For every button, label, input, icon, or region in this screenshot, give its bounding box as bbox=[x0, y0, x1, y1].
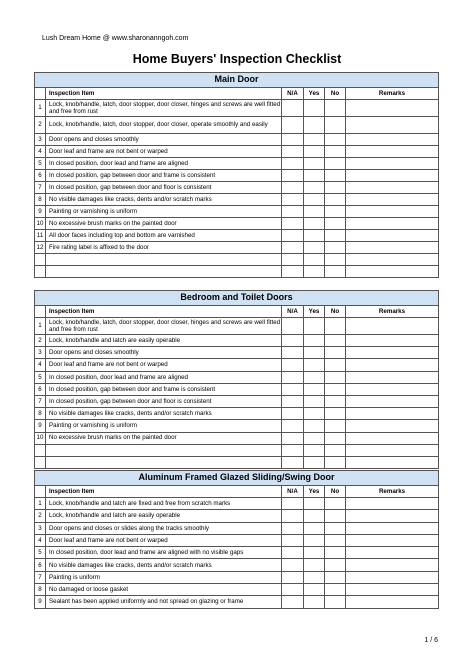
table-row bbox=[35, 134, 439, 146]
blank-cell[interactable] bbox=[325, 266, 346, 278]
yes-checkbox-cell[interactable] bbox=[304, 194, 325, 206]
remarks-cell[interactable] bbox=[346, 335, 439, 347]
na-checkbox-cell[interactable] bbox=[282, 206, 304, 218]
page-number: 1 / 6 bbox=[424, 637, 438, 644]
yes-checkbox-cell[interactable] bbox=[304, 347, 325, 359]
na-checkbox-cell[interactable] bbox=[282, 571, 304, 583]
item-text: In closed position, gap between door and floor is consistent bbox=[46, 182, 282, 194]
checklist-table-bedroom-toilet-doors bbox=[34, 290, 439, 469]
blank-cell[interactable] bbox=[346, 266, 439, 278]
na-checkbox-cell[interactable] bbox=[282, 347, 304, 359]
table-row bbox=[35, 559, 439, 571]
yes-checkbox-cell[interactable] bbox=[304, 134, 325, 146]
item-number: 9 bbox=[35, 206, 46, 218]
blank-cell bbox=[35, 456, 46, 468]
item-number: 2 bbox=[35, 117, 46, 134]
section-title: Bedroom and Toilet Doors bbox=[35, 291, 439, 306]
remarks-cell[interactable] bbox=[346, 371, 439, 383]
remarks-cell[interactable] bbox=[346, 134, 439, 146]
na-checkbox-cell[interactable] bbox=[282, 383, 304, 395]
no-checkbox-cell[interactable] bbox=[325, 170, 346, 182]
na-checkbox-cell[interactable] bbox=[282, 510, 304, 522]
item-number: 2 bbox=[35, 510, 46, 522]
na-checkbox-cell[interactable] bbox=[282, 318, 304, 335]
item-text: Sealant has been applied uniformly and not spread on glazing or frame bbox=[46, 596, 282, 608]
remarks-cell[interactable] bbox=[346, 170, 439, 182]
table-row bbox=[35, 242, 439, 254]
item-text: Lock, knob/handle and latch are fixed and free from scratch marks bbox=[46, 498, 282, 510]
item-number: 2 bbox=[35, 335, 46, 347]
na-checkbox-cell[interactable] bbox=[282, 158, 304, 170]
na-checkbox-cell[interactable] bbox=[282, 242, 304, 254]
yes-checkbox-cell[interactable] bbox=[304, 146, 325, 158]
no-checkbox-cell[interactable] bbox=[325, 318, 346, 335]
yes-checkbox-cell[interactable] bbox=[304, 547, 325, 559]
yes-checkbox-cell[interactable] bbox=[304, 498, 325, 510]
no-checkbox-cell[interactable] bbox=[325, 371, 346, 383]
no-checkbox-cell[interactable] bbox=[325, 420, 346, 432]
item-text: Lock, knob/handle, latch, door stopper, door closer, hinges and screws are well fitted and free from rust bbox=[46, 100, 282, 117]
remarks-cell[interactable] bbox=[346, 408, 439, 420]
item-number: 8 bbox=[35, 194, 46, 206]
remarks-cell[interactable] bbox=[346, 230, 439, 242]
checklist-table-main-door bbox=[34, 72, 439, 278]
yes-checkbox-cell[interactable] bbox=[304, 318, 325, 335]
table-row bbox=[35, 596, 439, 608]
table-row bbox=[35, 146, 439, 158]
na-checkbox-cell[interactable] bbox=[282, 100, 304, 117]
remarks-cell[interactable] bbox=[346, 420, 439, 432]
item-number: 7 bbox=[35, 571, 46, 583]
item-number: 9 bbox=[35, 420, 46, 432]
na-checkbox-cell[interactable] bbox=[282, 559, 304, 571]
no-checkbox-cell[interactable] bbox=[325, 347, 346, 359]
item-number: 3 bbox=[35, 522, 46, 534]
item-text: Painting or varnishing is uniform bbox=[46, 420, 282, 432]
item-text: Door opens and closes or slides along the tracks smoothly bbox=[46, 522, 282, 534]
table-row bbox=[35, 218, 439, 230]
item-number: 9 bbox=[35, 596, 46, 608]
col-header-item: Inspection Item bbox=[46, 306, 282, 318]
remarks-cell[interactable] bbox=[346, 584, 439, 596]
remarks-cell[interactable] bbox=[346, 347, 439, 359]
remarks-cell[interactable] bbox=[346, 498, 439, 510]
blank-row bbox=[35, 254, 439, 266]
blank-cell bbox=[35, 444, 46, 456]
item-text: No excessive brush marks on the painted door bbox=[46, 218, 282, 230]
yes-checkbox-cell[interactable] bbox=[304, 420, 325, 432]
no-checkbox-cell[interactable] bbox=[325, 408, 346, 420]
blank-cell[interactable] bbox=[346, 456, 439, 468]
item-number: 7 bbox=[35, 182, 46, 194]
item-text: Door leaf and frame are not bent or warped bbox=[46, 146, 282, 158]
blank-cell[interactable] bbox=[282, 456, 304, 468]
col-header-item: Inspection Item bbox=[46, 486, 282, 498]
yes-checkbox-cell[interactable] bbox=[304, 206, 325, 218]
item-text: No visible damages like cracks, dents and/or scratch marks bbox=[46, 408, 282, 420]
item-number: 6 bbox=[35, 559, 46, 571]
na-checkbox-cell[interactable] bbox=[282, 371, 304, 383]
no-checkbox-cell[interactable] bbox=[325, 158, 346, 170]
remarks-cell[interactable] bbox=[346, 194, 439, 206]
item-number: 8 bbox=[35, 584, 46, 596]
item-number: 12 bbox=[35, 242, 46, 254]
table-row bbox=[35, 117, 439, 134]
no-checkbox-cell[interactable] bbox=[325, 230, 346, 242]
col-header-item: Inspection Item bbox=[46, 88, 282, 100]
na-checkbox-cell[interactable] bbox=[282, 335, 304, 347]
yes-checkbox-cell[interactable] bbox=[304, 170, 325, 182]
table-row bbox=[35, 432, 439, 444]
na-checkbox-cell[interactable] bbox=[282, 134, 304, 146]
table-row bbox=[35, 100, 439, 117]
no-checkbox-cell[interactable] bbox=[325, 117, 346, 134]
item-text: Door leaf and frame are not bent or warped bbox=[46, 534, 282, 546]
na-checkbox-cell[interactable] bbox=[282, 182, 304, 194]
remarks-cell[interactable] bbox=[346, 571, 439, 583]
item-number: 5 bbox=[35, 547, 46, 559]
yes-checkbox-cell[interactable] bbox=[304, 559, 325, 571]
na-checkbox-cell[interactable] bbox=[282, 420, 304, 432]
item-number: 6 bbox=[35, 383, 46, 395]
na-checkbox-cell[interactable] bbox=[282, 547, 304, 559]
item-text: In closed position, gap between door and floor is consistent bbox=[46, 395, 282, 407]
no-checkbox-cell[interactable] bbox=[325, 534, 346, 546]
remarks-cell[interactable] bbox=[346, 596, 439, 608]
item-number: 11 bbox=[35, 230, 46, 242]
section-title: Main Door bbox=[35, 73, 439, 88]
blank-cell bbox=[35, 254, 46, 266]
item-number: 7 bbox=[35, 395, 46, 407]
blank-cell[interactable] bbox=[325, 456, 346, 468]
no-checkbox-cell[interactable] bbox=[325, 359, 346, 371]
remarks-cell[interactable] bbox=[346, 158, 439, 170]
blank-cell[interactable] bbox=[304, 254, 325, 266]
item-text: Painting or varnishing is uniform bbox=[46, 206, 282, 218]
remarks-cell[interactable] bbox=[346, 218, 439, 230]
blank-cell bbox=[46, 456, 282, 468]
header-note: Lush Dream Home @ www.sharonanngoh.com bbox=[42, 35, 189, 42]
blank-cell bbox=[35, 266, 46, 278]
no-checkbox-cell[interactable] bbox=[325, 194, 346, 206]
yes-checkbox-cell[interactable] bbox=[304, 230, 325, 242]
blank-cell[interactable] bbox=[282, 254, 304, 266]
blank-cell[interactable] bbox=[325, 254, 346, 266]
na-checkbox-cell[interactable] bbox=[282, 522, 304, 534]
col-header-na: N/A bbox=[282, 306, 304, 318]
yes-checkbox-cell[interactable] bbox=[304, 432, 325, 444]
col-header-number bbox=[35, 306, 46, 318]
table-row bbox=[35, 170, 439, 182]
table-row bbox=[35, 230, 439, 242]
na-checkbox-cell[interactable] bbox=[282, 432, 304, 444]
col-header-no: No bbox=[325, 486, 346, 498]
item-text: In closed position, door lead and frame are aligned bbox=[46, 371, 282, 383]
yes-checkbox-cell[interactable] bbox=[304, 117, 325, 134]
yes-checkbox-cell[interactable] bbox=[304, 596, 325, 608]
remarks-cell[interactable] bbox=[346, 242, 439, 254]
no-checkbox-cell[interactable] bbox=[325, 395, 346, 407]
yes-checkbox-cell[interactable] bbox=[304, 571, 325, 583]
blank-cell[interactable] bbox=[304, 266, 325, 278]
item-number: 4 bbox=[35, 534, 46, 546]
no-checkbox-cell[interactable] bbox=[325, 432, 346, 444]
remarks-cell[interactable] bbox=[346, 100, 439, 117]
na-checkbox-cell[interactable] bbox=[282, 117, 304, 134]
yes-checkbox-cell[interactable] bbox=[304, 534, 325, 546]
na-checkbox-cell[interactable] bbox=[282, 408, 304, 420]
item-number: 6 bbox=[35, 170, 46, 182]
col-header-na: N/A bbox=[282, 88, 304, 100]
col-header-remarks: Remarks bbox=[346, 88, 439, 100]
no-checkbox-cell[interactable] bbox=[325, 498, 346, 510]
blank-cell[interactable] bbox=[346, 444, 439, 456]
no-checkbox-cell[interactable] bbox=[325, 510, 346, 522]
blank-row bbox=[35, 444, 439, 456]
item-text: All door faces including top and bottom are varnished bbox=[46, 230, 282, 242]
yes-checkbox-cell[interactable] bbox=[304, 218, 325, 230]
table-row bbox=[35, 571, 439, 583]
remarks-cell[interactable] bbox=[346, 146, 439, 158]
item-text: In closed position, gap between door and frame is consistent bbox=[46, 383, 282, 395]
item-text: No excessive brush marks on the painted door bbox=[46, 432, 282, 444]
col-header-no: No bbox=[325, 306, 346, 318]
table-row bbox=[35, 318, 439, 335]
item-number: 1 bbox=[35, 100, 46, 117]
item-text: No visible damages like cracks, dents and/or scratch marks bbox=[46, 559, 282, 571]
item-text: Lock, knob/handle, latch, door stopper, door closer, operate smoothly and easily bbox=[46, 117, 282, 134]
no-checkbox-cell[interactable] bbox=[325, 596, 346, 608]
col-header-na: N/A bbox=[282, 486, 304, 498]
blank-cell[interactable] bbox=[282, 266, 304, 278]
yes-checkbox-cell[interactable] bbox=[304, 158, 325, 170]
remarks-cell[interactable] bbox=[346, 359, 439, 371]
item-number: 1 bbox=[35, 498, 46, 510]
item-number: 4 bbox=[35, 146, 46, 158]
blank-cell[interactable] bbox=[282, 444, 304, 456]
table-row bbox=[35, 335, 439, 347]
na-checkbox-cell[interactable] bbox=[282, 498, 304, 510]
remarks-cell[interactable] bbox=[346, 117, 439, 134]
remarks-cell[interactable] bbox=[346, 383, 439, 395]
table-row bbox=[35, 182, 439, 194]
remarks-cell[interactable] bbox=[346, 547, 439, 559]
item-number: 1 bbox=[35, 318, 46, 335]
table-row bbox=[35, 522, 439, 534]
remarks-cell[interactable] bbox=[346, 510, 439, 522]
yes-checkbox-cell[interactable] bbox=[304, 371, 325, 383]
remarks-cell[interactable] bbox=[346, 182, 439, 194]
no-checkbox-cell[interactable] bbox=[325, 584, 346, 596]
blank-cell[interactable] bbox=[325, 444, 346, 456]
item-number: 10 bbox=[35, 432, 46, 444]
no-checkbox-cell[interactable] bbox=[325, 547, 346, 559]
table-row bbox=[35, 510, 439, 522]
item-text: Fire rating label is affixed to the door bbox=[46, 242, 282, 254]
no-checkbox-cell[interactable] bbox=[325, 522, 346, 534]
col-header-yes: Yes bbox=[304, 486, 325, 498]
blank-cell bbox=[46, 444, 282, 456]
blank-cell[interactable] bbox=[304, 456, 325, 468]
na-checkbox-cell[interactable] bbox=[282, 218, 304, 230]
item-number: 8 bbox=[35, 408, 46, 420]
document-title: Home Buyers' Inspection Checklist bbox=[132, 52, 342, 66]
blank-row bbox=[35, 456, 439, 468]
yes-checkbox-cell[interactable] bbox=[304, 408, 325, 420]
section-title: Aluminum Framed Glazed Sliding/Swing Door bbox=[35, 471, 439, 486]
yes-checkbox-cell[interactable] bbox=[304, 242, 325, 254]
table-row bbox=[35, 359, 439, 371]
na-checkbox-cell[interactable] bbox=[282, 395, 304, 407]
col-header-remarks: Remarks bbox=[346, 306, 439, 318]
item-text: Door opens and closes smoothly bbox=[46, 347, 282, 359]
remarks-cell[interactable] bbox=[346, 522, 439, 534]
table-row bbox=[35, 420, 439, 432]
na-checkbox-cell[interactable] bbox=[282, 596, 304, 608]
item-text: In closed position, door lead and frame are aligned bbox=[46, 158, 282, 170]
col-header-number bbox=[35, 486, 46, 498]
item-number: 10 bbox=[35, 218, 46, 230]
yes-checkbox-cell[interactable] bbox=[304, 510, 325, 522]
table-row bbox=[35, 206, 439, 218]
item-number: 3 bbox=[35, 134, 46, 146]
item-text: Door opens and closes smoothly bbox=[46, 134, 282, 146]
item-text: In closed position, door lead and frame are aligned with no visible gaps bbox=[46, 547, 282, 559]
remarks-cell[interactable] bbox=[346, 206, 439, 218]
col-header-no: No bbox=[325, 88, 346, 100]
remarks-cell[interactable] bbox=[346, 534, 439, 546]
col-header-yes: Yes bbox=[304, 306, 325, 318]
col-header-remarks: Remarks bbox=[346, 486, 439, 498]
item-text: In closed position, gap between door and frame is consistent bbox=[46, 170, 282, 182]
table-row bbox=[35, 371, 439, 383]
item-number: 4 bbox=[35, 359, 46, 371]
yes-checkbox-cell[interactable] bbox=[304, 335, 325, 347]
table-row bbox=[35, 584, 439, 596]
item-text: Lock, knob/handle, latch, door stopper, door closer, hinges and screws are well fitted and free from rust bbox=[46, 318, 282, 335]
na-checkbox-cell[interactable] bbox=[282, 170, 304, 182]
yes-checkbox-cell[interactable] bbox=[304, 359, 325, 371]
blank-cell bbox=[46, 254, 282, 266]
no-checkbox-cell[interactable] bbox=[325, 206, 346, 218]
item-text: Lock, knob/handle and latch are easily operable bbox=[46, 335, 282, 347]
no-checkbox-cell[interactable] bbox=[325, 134, 346, 146]
na-checkbox-cell[interactable] bbox=[282, 359, 304, 371]
no-checkbox-cell[interactable] bbox=[325, 383, 346, 395]
table-row bbox=[35, 395, 439, 407]
table-row bbox=[35, 347, 439, 359]
item-text: No damaged or loose gasket bbox=[46, 584, 282, 596]
yes-checkbox-cell[interactable] bbox=[304, 182, 325, 194]
no-checkbox-cell[interactable] bbox=[325, 335, 346, 347]
table-row bbox=[35, 408, 439, 420]
yes-checkbox-cell[interactable] bbox=[304, 395, 325, 407]
item-number: 5 bbox=[35, 158, 46, 170]
na-checkbox-cell[interactable] bbox=[282, 534, 304, 546]
blank-cell[interactable] bbox=[346, 254, 439, 266]
no-checkbox-cell[interactable] bbox=[325, 146, 346, 158]
remarks-cell[interactable] bbox=[346, 432, 439, 444]
checklist-table-aluminum-door bbox=[34, 470, 439, 609]
no-checkbox-cell[interactable] bbox=[325, 100, 346, 117]
col-header-number bbox=[35, 88, 46, 100]
na-checkbox-cell[interactable] bbox=[282, 230, 304, 242]
na-checkbox-cell[interactable] bbox=[282, 146, 304, 158]
blank-cell[interactable] bbox=[304, 444, 325, 456]
table-row bbox=[35, 194, 439, 206]
no-checkbox-cell[interactable] bbox=[325, 242, 346, 254]
item-text: Lock, knob/handle and latch are easily operable bbox=[46, 510, 282, 522]
item-text: Painting is uniform bbox=[46, 571, 282, 583]
yes-checkbox-cell[interactable] bbox=[304, 584, 325, 596]
col-header-yes: Yes bbox=[304, 88, 325, 100]
remarks-cell[interactable] bbox=[346, 559, 439, 571]
item-text: No visible damages like cracks, dents and/or scratch marks bbox=[46, 194, 282, 206]
yes-checkbox-cell[interactable] bbox=[304, 383, 325, 395]
table-row bbox=[35, 547, 439, 559]
table-row bbox=[35, 534, 439, 546]
remarks-cell[interactable] bbox=[346, 318, 439, 335]
remarks-cell[interactable] bbox=[346, 395, 439, 407]
yes-checkbox-cell[interactable] bbox=[304, 522, 325, 534]
no-checkbox-cell[interactable] bbox=[325, 571, 346, 583]
item-number: 3 bbox=[35, 347, 46, 359]
na-checkbox-cell[interactable] bbox=[282, 584, 304, 596]
blank-cell bbox=[46, 266, 282, 278]
item-number: 5 bbox=[35, 371, 46, 383]
table-row bbox=[35, 383, 439, 395]
table-row bbox=[35, 158, 439, 170]
no-checkbox-cell[interactable] bbox=[325, 559, 346, 571]
table-row bbox=[35, 498, 439, 510]
yes-checkbox-cell[interactable] bbox=[304, 100, 325, 117]
item-text: Door leaf and frame are not bent or warped bbox=[46, 359, 282, 371]
no-checkbox-cell[interactable] bbox=[325, 218, 346, 230]
na-checkbox-cell[interactable] bbox=[282, 194, 304, 206]
no-checkbox-cell[interactable] bbox=[325, 182, 346, 194]
blank-row bbox=[35, 266, 439, 278]
